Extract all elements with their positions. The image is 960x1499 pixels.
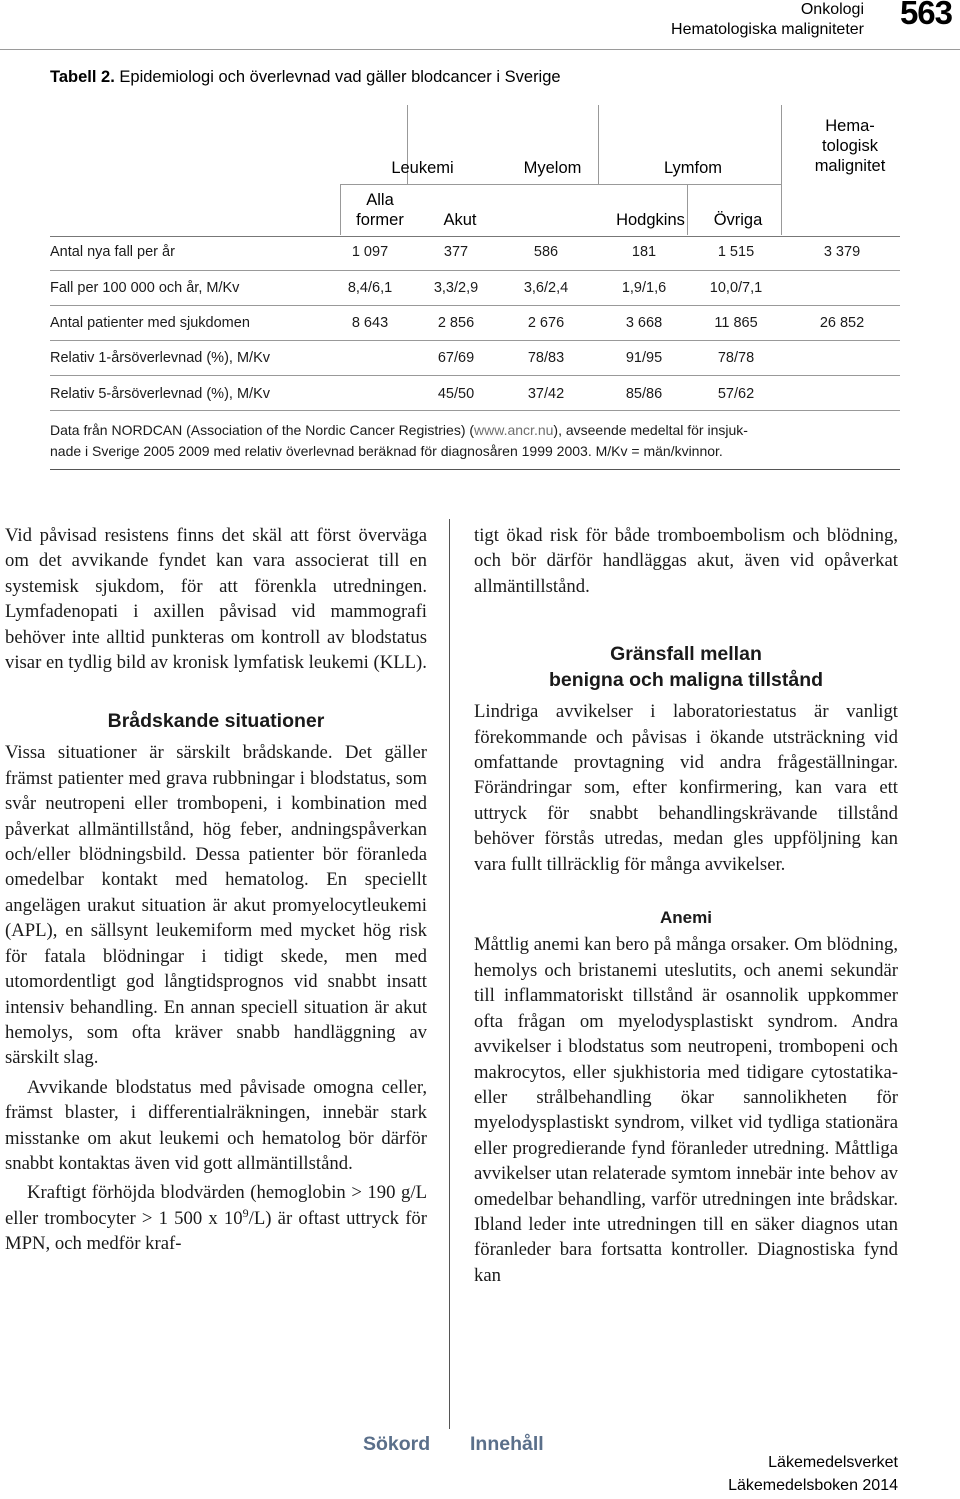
table-cell: 37/42 [527, 386, 565, 402]
header-alla-line: Alla [366, 191, 394, 209]
table-cell: 10,0/7,1 [709, 280, 763, 296]
left-column [5, 523, 427, 1257]
row-label: Relativ 5-årsöverlevnad (%), M/Kv [50, 386, 270, 402]
table-note-line: nade i Sverige 2005 2009 med relativ överlevnad beräknad för diagnosåren 1999 2003. M/Kv = män/kvinnor. [50, 443, 723, 459]
column-separator [449, 519, 450, 1429]
header-section: Onkologi [800, 1, 864, 18]
table-cell: 2 856 [437, 315, 475, 331]
table-cell: 11 865 [714, 315, 758, 331]
row-label: Antal patienter med sjukdomen [50, 315, 250, 331]
table-cell: 1,9/1,6 [621, 280, 667, 296]
heading-anemi: Anemi [660, 908, 712, 928]
nordcan-link[interactable]: www.ancr.nu [474, 422, 554, 438]
header-hema-line: malignitet [814, 157, 886, 175]
table-cell: 181 [631, 244, 657, 260]
row-rule [50, 340, 900, 341]
note-text: ), avseende medeltal för insjuk- [553, 422, 748, 438]
body-paragraph: Vid påvisad resistens finns det skäl att först överväga om det avvikande fyndet kan vara associerat till en systemisk sjukdom, för att förenkla utredningen. Lymfadenopati i axillen påvisad vid mammografi behöver inte alltid punkteras om kontroll av blodstatus visar en tydlig bild av kronisk lymfatisk leukemi (KLL). [5, 525, 427, 674]
header-hema-line: tologisk [822, 137, 878, 155]
table-caption: Epidemiologi och överlevnad vad gäller blodcancer i Sverige [119, 68, 561, 86]
table-cell: 1 515 [717, 244, 755, 260]
row-label: Fall per 100 000 och år, M/Kv [50, 280, 240, 296]
header-lymfom: Lymfom [663, 159, 723, 177]
footer-book: Läkemedelsboken 2014 [728, 1477, 898, 1494]
page-number: 563 [899, 0, 952, 31]
table-cell: 57/62 [717, 386, 755, 402]
sokord-link[interactable]: Sökord [363, 1433, 431, 1455]
header-alla-line: former [356, 211, 404, 229]
body-text: Kraftigt förhöjda blodvärden (hemoglobin > 190 g/L eller trombocyter > 1 500 x 10 [5, 1182, 427, 1229]
header-myelom: Myelom [523, 159, 582, 177]
table-cell: 3,3/2,9 [433, 280, 479, 296]
body-paragraph: Avvikande blodstatus med påvisade omogna celler, främst blaster, i differentialräkningen, innebär stark misstanke om akut leukemi och hematolog bör därför snabbt kontaktas även vid gott allmäntillstånd. [5, 1076, 427, 1174]
table-cell: 91/95 [625, 350, 663, 366]
table-cell: 586 [533, 244, 559, 260]
heading-gransfall [474, 641, 898, 693]
table-cell: 377 [443, 244, 469, 260]
table-cell: 8,4/6,1 [347, 280, 393, 296]
header-hematologisk [782, 116, 918, 176]
table-cell: 3 668 [625, 315, 663, 331]
table-cell: 78/78 [717, 350, 755, 366]
body-paragraph: Lindriga avvikelser i laboratoriestatus är vanligt förekommande och påvisas i ökande utsträckning vid omfattande provtagning vid andra frågeställningar. Förändringar som, efter konfirmering, kan vara ett uttryck för snabbt behandlingskrävande tillstånd behöver förstås utredas, medan gles uppföljning kan vara fullt tillräcklig för många avvikelser. [474, 701, 898, 875]
row-label: Antal nya fall per år [50, 244, 175, 260]
header-divider [340, 184, 781, 185]
footer [728, 1451, 898, 1497]
heading-line: benigna och maligna tillstånd [548, 669, 824, 692]
header-chapter: Hematologiska maligniteter [671, 21, 864, 38]
table-cell: 3,6/2,4 [523, 280, 569, 296]
table-top-rule [50, 236, 900, 237]
table-cell: 2 676 [527, 315, 565, 331]
body-paragraph [5, 1180, 427, 1256]
note-text: Data från NORDCAN (Association of the Nordic Cancer Registries) ( [50, 422, 475, 438]
table-label: Tabell 2. [50, 68, 115, 86]
header-leukemi: Leukemi [391, 159, 454, 177]
footer-publisher: Läkemedelsverket [768, 1454, 898, 1471]
table-bottom-rule [50, 469, 900, 470]
header-ovriga: Övriga [713, 211, 763, 229]
row-rule [50, 305, 900, 306]
exponent: 9 [242, 1205, 249, 1220]
body-paragraph: Vissa situationer är särskilt brådskande. Det gäller främst patienter med grava rubbningar i blodstatus, som svår neutropeni eller trombopeni, i kombination med påverkat allmäntillstånd, hög feber, andningspåverkan och/eller blödningsbild. Dessa patienter bör föranleda omedelbar kontakt med hematolog. En speciellt angelägen urakut situation är akut promyelocytleukemi (APL), en sällsynt leukemiform med mycket hög risk för fatala blödningar i tidigt skede, men med utomordentligt god långtidsprognos vid snabbt insatt intensiv behandling. En annan speciell situation är akut hemolys, som ofta kräver snabb handläggning av särskilt slag. [5, 742, 427, 1069]
table-title [50, 68, 561, 87]
table-cell: 45/50 [437, 386, 475, 402]
header-akut: Akut [443, 211, 477, 229]
table-cell: 8 643 [351, 315, 389, 331]
table-cell: 85/86 [625, 386, 663, 402]
row-label: Relativ 1-årsöverlevnad (%), M/Kv [50, 350, 270, 366]
heading-bradskande: Brådskande situationer [107, 710, 325, 733]
table-cell: 67/69 [437, 350, 475, 366]
header-hodgkins: Hodgkins [616, 211, 685, 229]
row-rule [50, 270, 900, 271]
right-column [474, 523, 898, 1288]
table-note-line [50, 420, 900, 441]
row-rule [50, 410, 900, 411]
table-note [50, 420, 900, 462]
row-rule [50, 375, 900, 376]
body-paragraph: tigt ökad risk för både tromboembolism och blödning, och bör därför handläggas akut, även vid opåverkat allmäntillstånd. [474, 525, 898, 597]
header-hema-line: Hema- [825, 117, 875, 135]
running-header [671, 0, 864, 40]
body-text: /L) är oftast uttryck för MPN, och medför kraf- [5, 1207, 427, 1255]
innehall-link[interactable]: Innehåll [470, 1433, 544, 1455]
header-rule [0, 49, 960, 50]
table-cell: 3 379 [823, 244, 861, 260]
header-alla-former [340, 190, 420, 230]
table-cell: 78/83 [527, 350, 565, 366]
heading-line: Gränsfall mellan [610, 643, 762, 666]
body-paragraph: Måttlig anemi kan bero på många orsaker. Om blödning, hemolys och bristanemi uteslutits, och anemi sekundär till inflammatoriskt tillstånd är osannolik uppkommer ofta frågan om myelodysplastiskt syndrom. Andra avvikelser i blodstatus som neutropeni, trombopeni och makrocytos, eller sjukhistoria med tidigare cytostatika- eller strålbehandling ökar sannolikheten för myelodysplastiskt syndrom, vilket vid tydliga stationära eller progredierande fynd föranleder utredning. Måttliga avvikelser utan relaterade symtom innebär inte behov av omedelbar behandling, varför utredningen inte brådskar. Ibland leder inte utredningen till en säker diagnos utan föranleder bara fortsatta kontroller. Diagnostiska fynd kan [474, 934, 898, 1286]
table-cell: 1 097 [351, 244, 389, 260]
table-cell: 26 852 [819, 315, 865, 331]
